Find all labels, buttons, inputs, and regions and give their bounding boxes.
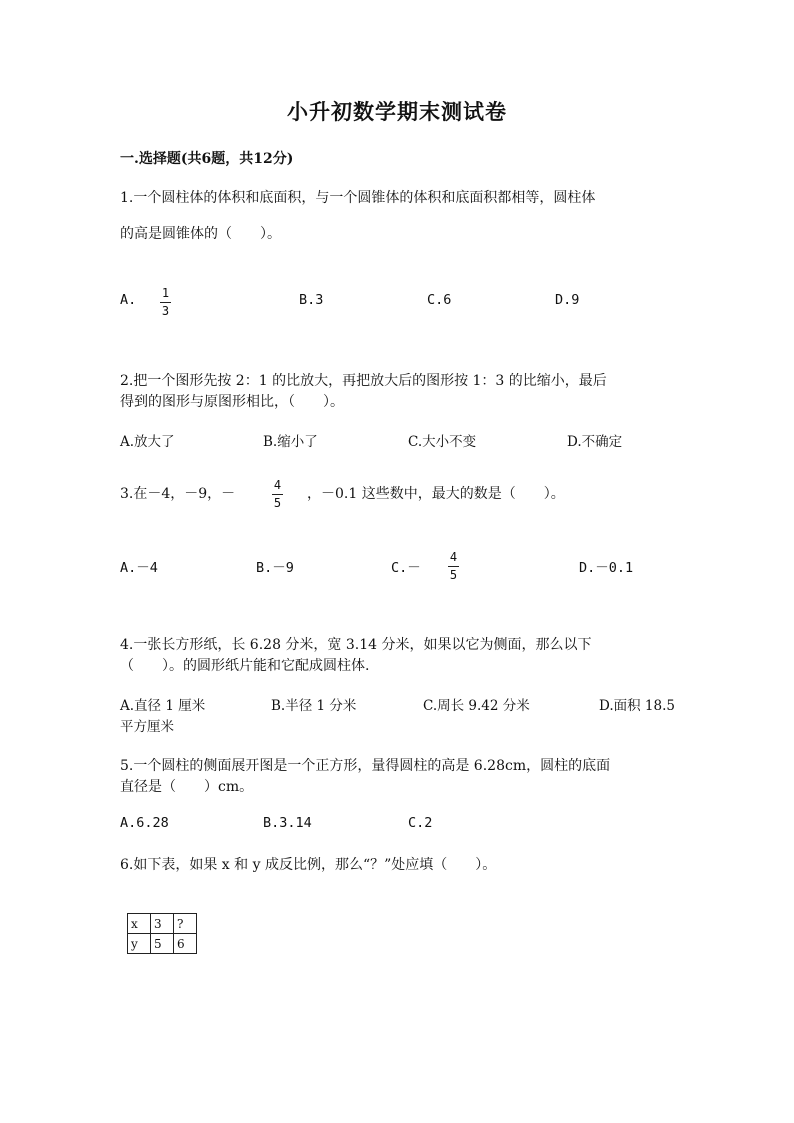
q6-stem: 6.如下表，如果 x 和 y 成反比例，那么“？”处应填（ ）。 (120, 857, 497, 873)
q2-option-b: B.缩小了 (263, 434, 318, 450)
fraction-numerator: 4 (273, 478, 282, 492)
q1-option-a: A. (120, 292, 137, 308)
q4-option-a: A.直径 1 厘米 (120, 698, 206, 714)
fraction-numerator: 1 (161, 286, 170, 300)
q1-option-b: B.3 (299, 292, 324, 308)
q3-option-c-fraction (448, 551, 459, 582)
q2-option-d: D.不确定 (567, 434, 623, 450)
page-title: 小升初数学期末测试卷 (287, 99, 507, 124)
table-cell: ? (174, 914, 197, 934)
fraction-denominator: 5 (273, 496, 282, 510)
q3-stem-fraction (272, 479, 283, 510)
fraction-numerator: 4 (449, 550, 458, 564)
q3-stem-suffix: ，－0.1 这些数中，最大的数是（ ）。 (307, 486, 565, 502)
table-cell: 6 (174, 934, 197, 954)
fraction-bar (272, 494, 283, 495)
q4-stem-line2: （ ）。的圆形纸片能和它配成圆柱体. (120, 658, 370, 674)
q3-option-b: B.－9 (256, 560, 294, 576)
q3-stem-prefix: 3.在－4，－9，－ (120, 486, 236, 502)
q1-option-a-fraction (160, 287, 171, 318)
q4-stem-line1: 4.一张长方形纸，长 6.28 分米，宽 3.14 分米，如果以它为侧面，那么以下 (120, 637, 592, 653)
q6-xy-table (127, 913, 197, 954)
q1-stem-line1: 1.一个圆柱体的体积和底面积，与一个圆锥体的体积和底面积都相等，圆柱体 (120, 190, 596, 206)
q1-stem-line2: 的高是圆锥体的（ ）。 (120, 226, 281, 242)
q2-stem-line2: 得到的图形与原图形相比，（ ）。 (120, 394, 344, 410)
table-cell: y (128, 934, 151, 954)
q2-option-a: A.放大了 (120, 434, 175, 450)
q5-option-a: A.6.28 (120, 815, 169, 831)
fraction-bar (160, 302, 171, 303)
table-row (128, 914, 197, 934)
section-heading: 一.选择题(共6题，共12分) (120, 151, 294, 167)
q4-option-c: C.周长 9.42 分米 (423, 698, 530, 714)
q3-option-d: D.－0.1 (579, 560, 634, 576)
fraction-denominator: 5 (449, 568, 458, 582)
q3-option-a: A.－4 (120, 560, 158, 576)
q4-option-d: D.面积 18.5 (599, 698, 675, 714)
q1-option-c: C.6 (427, 292, 452, 308)
table-cell: 3 (151, 914, 174, 934)
fraction-bar (448, 566, 459, 567)
q2-stem-line1: 2.把一个图形先按 2：1 的比放大，再把放大后的图形按 1：3 的比缩小，最后 (120, 373, 607, 389)
q1-option-d: D.9 (555, 292, 580, 308)
fraction-denominator: 3 (161, 304, 170, 318)
q5-stem-line2: 直径是（ ）cm。 (120, 779, 254, 795)
q4-option-b: B.半径 1 分米 (271, 698, 357, 714)
q5-stem-line1: 5.一个圆柱的侧面展开图是一个正方形，量得圆柱的高是 6.28cm，圆柱的底面 (120, 758, 611, 774)
table-row (128, 934, 197, 954)
table-cell: x (128, 914, 151, 934)
table-cell: 5 (151, 934, 174, 954)
q3-option-c: C.－ (391, 560, 421, 576)
q5-option-c: C.2 (408, 815, 433, 831)
q2-option-c: C.大小不变 (408, 434, 477, 450)
q4-option-d-continued: 平方厘米 (120, 719, 174, 735)
q5-option-b: B.3.14 (263, 815, 312, 831)
